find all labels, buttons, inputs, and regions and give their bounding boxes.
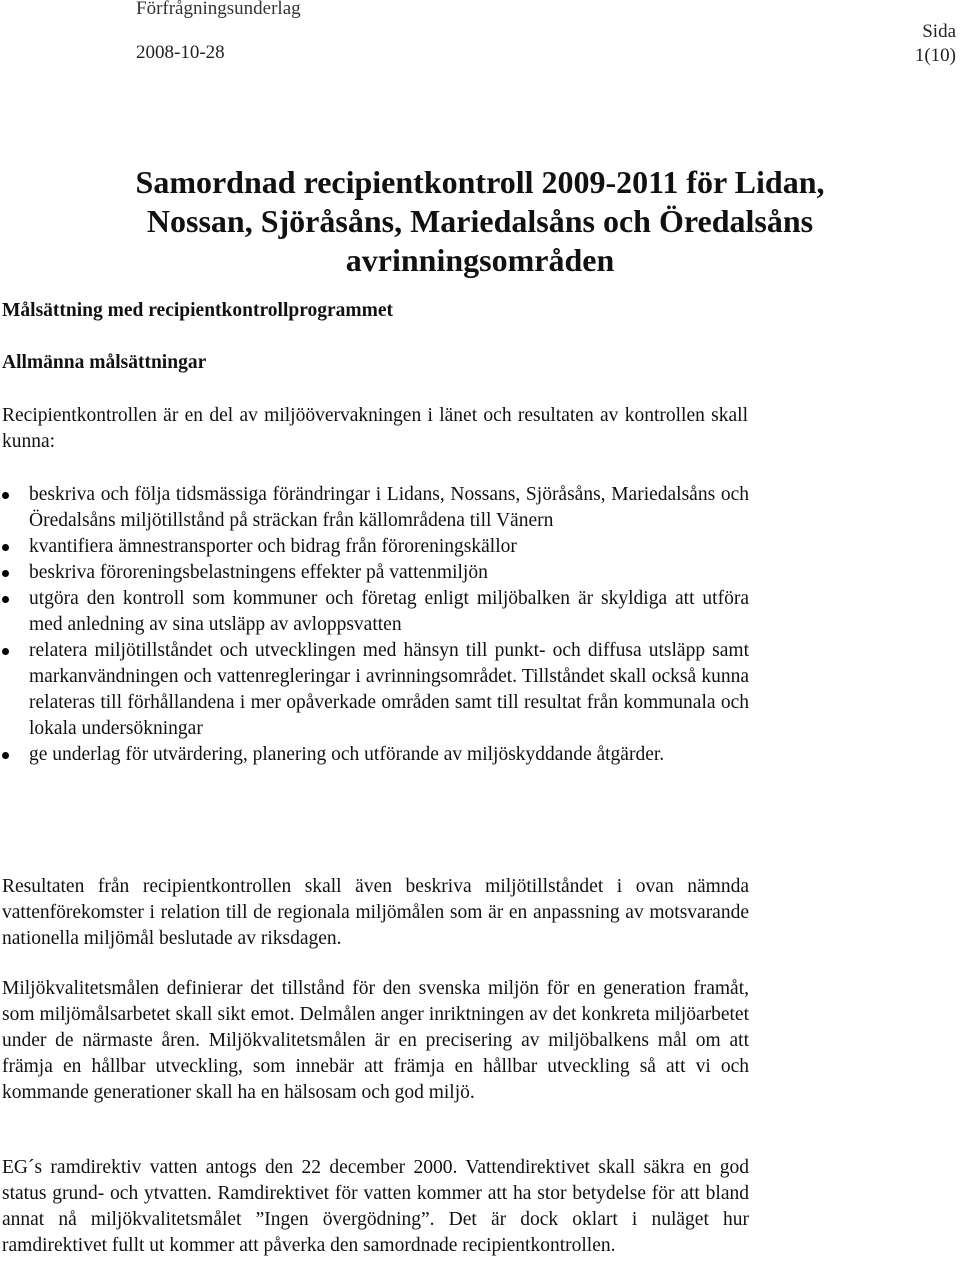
list-item-text: ge underlag för utvärdering, planering och utförande av miljöskyddande åtgärder. [29,744,665,765]
bullet-icon [2,544,9,551]
bullet-icon [2,648,9,655]
title-line-1: Samordnad recipientkontroll 2009-2011 för Lidan, [135,164,825,200]
list-item-text: relatera miljötillståndet och utvecklingen med hänsyn till punkt- och diffusa utsläpp samt markanvändningen och vattenregleringar i avrinningsområdet. Tillståndet skall också kunna relateras till förhållandena i mer opåverkade områden samt till resultat från kommunala och lokala undersökningar [29,640,749,739]
page-label: Sida [922,21,956,42]
list-item-text: utgöra den kontroll som kommuner och företag enligt miljöbalken är skyldiga att utföra med anledning av sina utsläpp av avloppsvatten [29,588,749,635]
paragraph-environmental-goals: Miljökvalitetsmålen definierar det tillstånd för den svenska miljön för en generation framåt, som miljömålsarbetet skall sikt emot. Delmålen anger inriktningen av det konkreta miljöarbetet under de närmaste åren. Miljökvalitetsmålen är en precisering av miljöbalkens mål om att främja en hållbar utveckling, som innebär att främja en hållbar utveckling så att vi och kommande generationer skall ha en hälsosam och god miljö. [2,978,749,1103]
paragraph-results: Resultaten från recipientkontrollen skall även beskriva miljötillståndet i ovan nämnda vattenförekomster i relation till de regionala miljömålen som är en anpassning av motsvarande nationella miljömål beslutade av riksdagen. [2,876,749,949]
bullet-icon [2,570,9,577]
title-line-2: Nossan, Sjöråsåns, Mariedalsåns och Öredalsåns [146,203,814,239]
intro-paragraph: Recipientkontrollen är en del av miljöövervakningen i länet och resultaten av kontrollen skall kunna: [2,405,748,452]
paragraph-water-directive: EG´s ramdirektiv vatten antogs den 22 december 2000. Vattendirektivet skall säkra en god status grund- och ytvatten. Ramdirektivet för vatten kommer att ha stor betydelse för att bland annat nå miljökvalitetsmålet ”Ingen övergödning”. Det är dock oklart i nuläget hur ramdirektivet fullt ut kommer att påverka den samordnade recipientkontrollen. [2,1157,749,1256]
list-item-text: beskriva föroreningsbelastningens effekter på vattenmiljön [29,562,488,583]
list-item-text: beskriva och följa tidsmässiga förändringar i Lidans, Nossans, Sjöråsåns, Mariedalsåns och Öredalsåns miljötillstånd på sträckan från källområdena till Vänern [29,484,749,531]
document-title [0,163,960,280]
list-item [0,534,749,560]
goals-list [0,482,749,768]
document-date: 2008-10-28 [136,42,225,63]
page-number: 1(10) [914,45,956,66]
bullet-icon [2,752,9,759]
page-indicator [915,20,956,68]
list-item [0,638,749,742]
list-item [0,482,749,534]
section-heading: Målsättning med recipientkontrollprogrammet [2,300,394,321]
list-item-text: kvantifiera ämnestransporter och bidrag från föroreningskällor [29,536,517,557]
title-line-3: avrinningsområden [345,242,615,278]
list-item [0,586,749,638]
bullet-icon [2,492,9,499]
list-item [0,560,749,586]
sub-heading: Allmänna målsättningar [2,352,207,373]
list-item [0,742,749,768]
bullet-icon [2,596,9,603]
document-type-label: Förfrågningsunderlag [136,0,301,19]
